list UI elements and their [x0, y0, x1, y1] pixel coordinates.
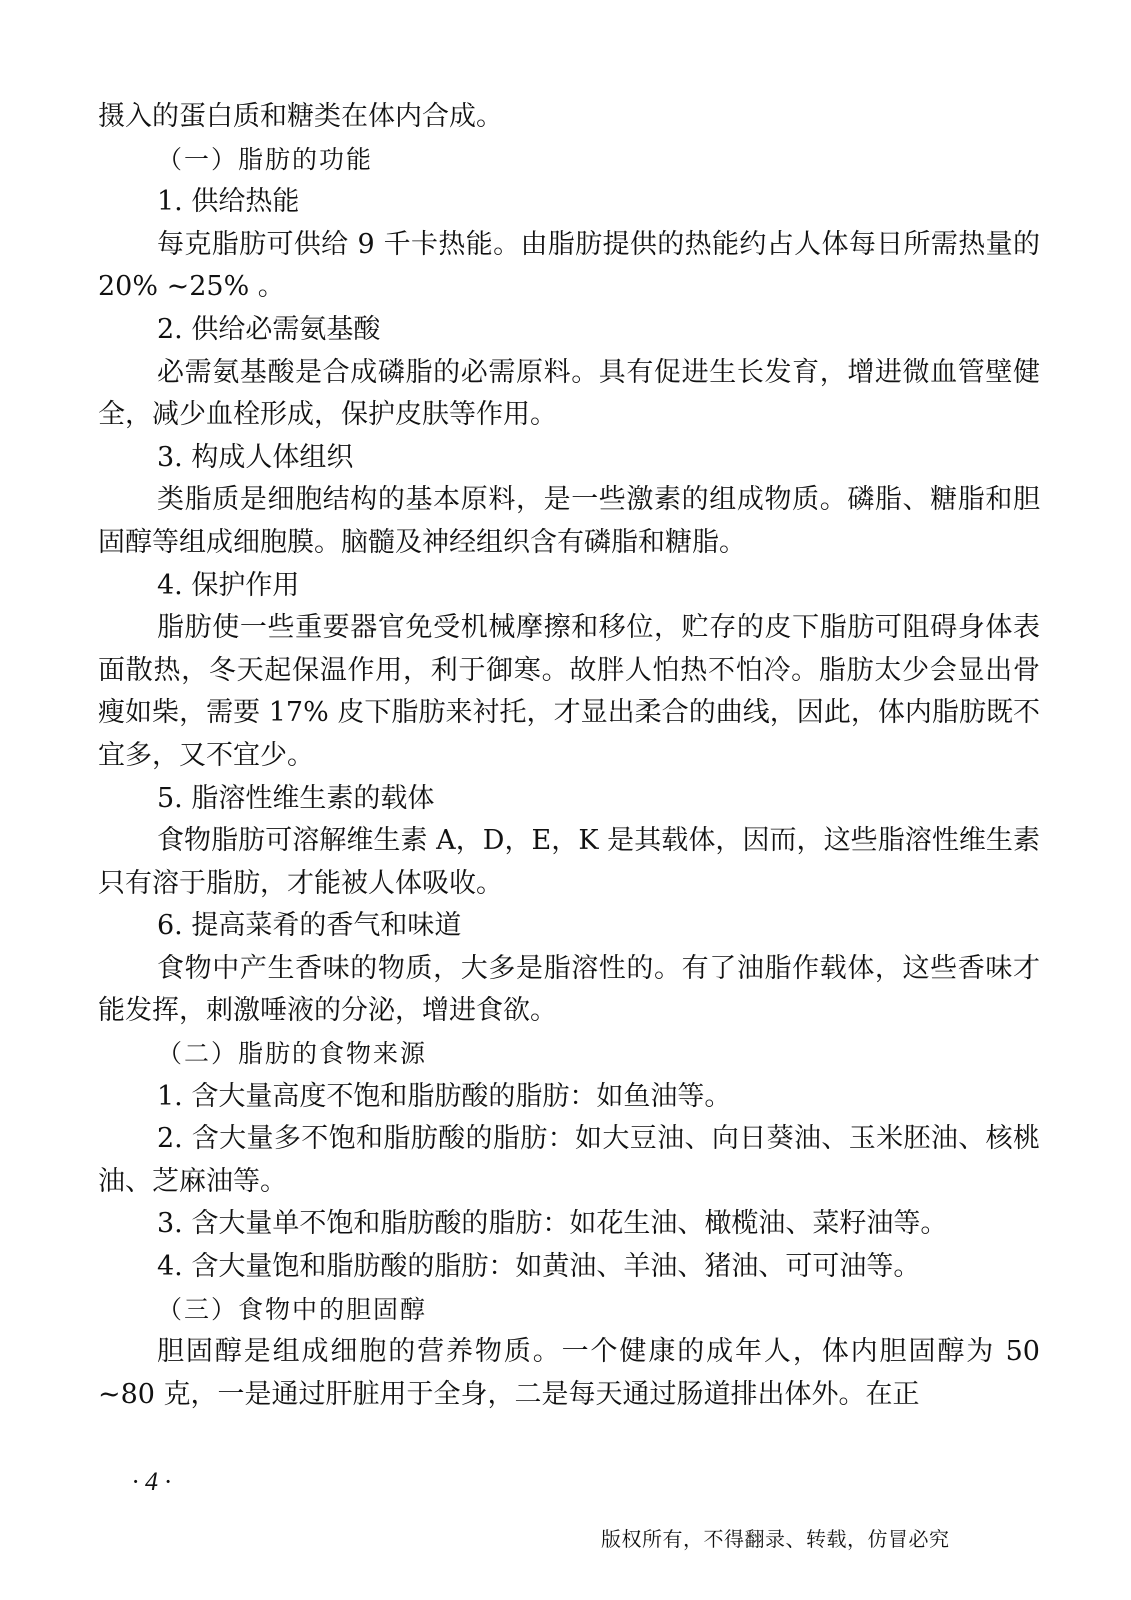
paragraph: 类脂质是细胞结构的基本原料，是一些激素的组成物质。磷脂、糖脂和胆固醇等组成细胞膜。脑髓及神经组织含有磷脂和糖脂。	[98, 484, 1040, 558]
paragraph: 食物中产生香味的物质，大多是脂溶性的。有了油脂作载体，这些香味才能发挥，刺激唾液的分泌，增进食欲。	[98, 952, 1040, 1027]
page-body	[98, 96, 1040, 1416]
list-item: 1. 含大量高度不饱和脂肪酸的脂肪：如鱼油等。	[157, 1080, 732, 1112]
page-number: · 4 ·	[132, 1467, 171, 1496]
section-heading: （一）脂肪的功能	[157, 144, 374, 174]
subheading: 3. 构成人体组织	[157, 441, 354, 473]
section-heading: （二）脂肪的食物来源	[157, 1039, 428, 1069]
section-heading: （三）食物中的胆固醇	[157, 1294, 428, 1324]
copyright-footer: 版权所有，不得翻录、转载，仿冒必究	[601, 1527, 950, 1551]
list-item: 3. 含大量单不饱和脂肪酸的脂肪：如花生油、橄榄油、菜籽油等。	[157, 1208, 948, 1240]
subheading: 6. 提高菜肴的香气和味道	[157, 910, 462, 942]
paragraph: 食物脂肪可溶解维生素 A，D，E，K 是其载体，因而，这些脂溶性维生素只有溶于脂肪，才能被人体吸收。	[98, 825, 1040, 899]
paragraph: 必需氨基酸是合成磷脂的必需原料。具有促进生长发育，增进微血管壁健全，减少血栓形成，保护皮肤等作用。	[98, 356, 1040, 431]
subheading: 5. 脂溶性维生素的载体	[157, 782, 435, 814]
subheading: 1. 供给热能	[157, 186, 300, 218]
list-item: 2. 含大量多不饱和脂肪酸的脂肪：如大豆油、向日葵油、玉米胚油、核桃油、芝麻油等。	[98, 1123, 1040, 1197]
text-line: 摄入的蛋白质和糖类在体内合成。	[98, 101, 503, 132]
paragraph: 每克脂肪可供给 9 千卡热能。由脂肪提供的热能约占人体每日所需热量的 20% ~25% 。	[98, 228, 1040, 303]
list-item: 4. 含大量饱和脂肪酸的脂肪：如黄油、羊油、猪油、可可油等。	[157, 1251, 921, 1283]
subheading: 2. 供给必需氨基酸	[157, 313, 381, 345]
paragraph: 胆固醇是组成细胞的营养物质。一个健康的成年人，体内胆固醇为 50 ~80 克，一是通过肝脏用于全身，二是每天通过肠道排出体外。在正	[98, 1336, 1040, 1410]
paragraph: 脂肪使一些重要器官免受机械摩擦和移位，贮存的皮下脂肪可阻碍身体表面散热，冬天起保温作用，利于御寒。故胖人怕热不怕冷。脂肪太少会显出骨瘦如柴，需要 17% 皮下脂肪来衬托，才显出柔合的曲线，因此，体内脂肪既不宜多，又不宜少。	[98, 612, 1040, 771]
subheading: 4. 保护作用	[157, 569, 300, 601]
